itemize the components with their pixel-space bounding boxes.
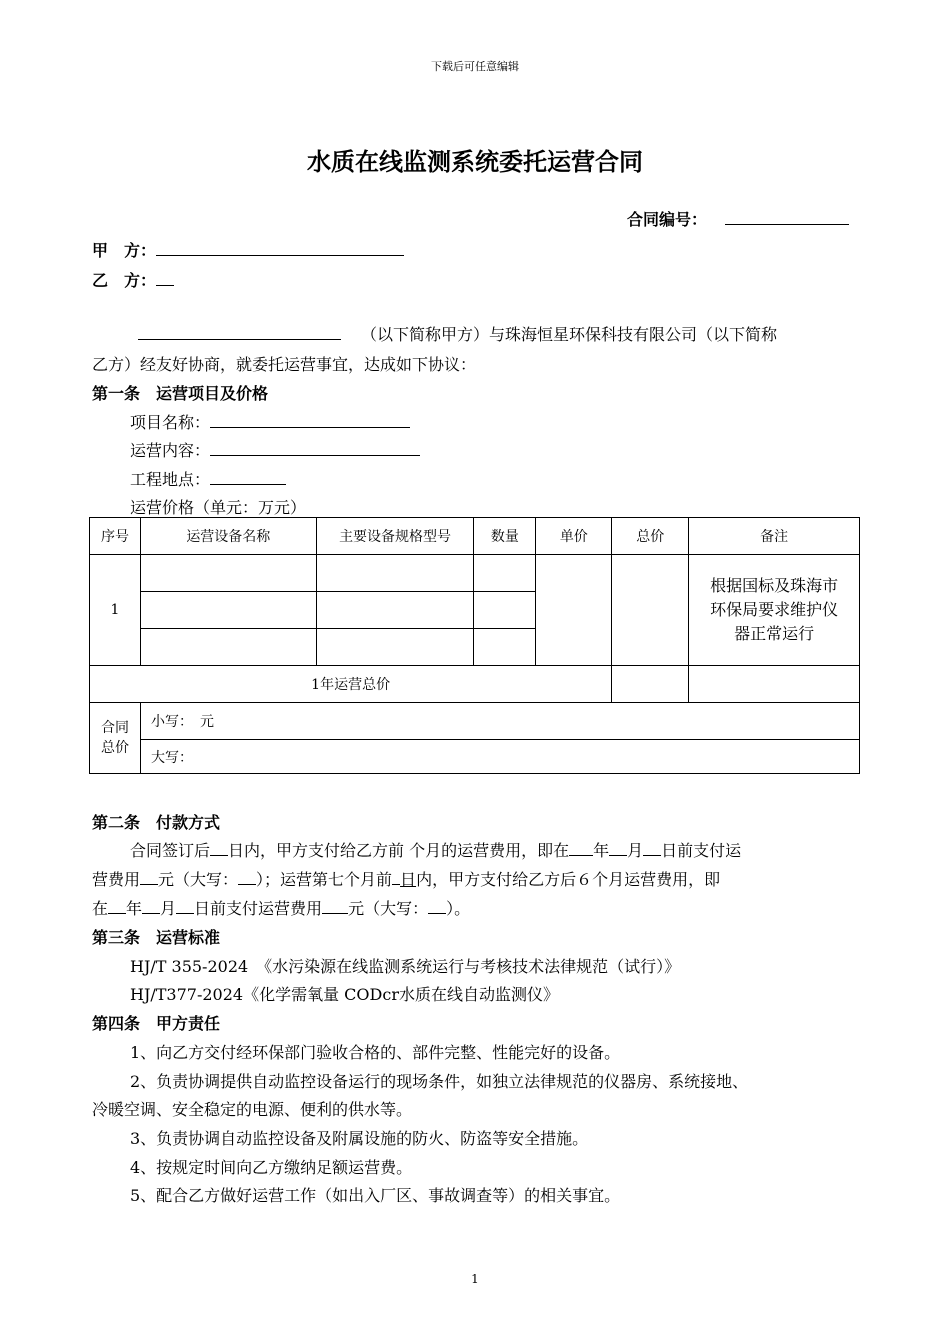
big-amount: 大写： <box>140 740 859 774</box>
blank <box>322 899 348 914</box>
unit-price-cell <box>536 555 612 666</box>
project-name-label: 项目名称： <box>130 413 211 432</box>
payment-line1 <box>130 838 741 861</box>
payment-text: 年 <box>126 899 143 918</box>
blank <box>238 870 256 885</box>
price-unit: 运营价格（单元：万元） <box>130 498 307 517</box>
col-spec: 主要设备规格型号 <box>316 518 474 555</box>
spec-cell <box>316 629 474 666</box>
blank <box>210 841 228 856</box>
project-name-blank <box>210 413 410 428</box>
party-b-blank <box>156 271 174 286</box>
col-qty: 数量 <box>474 518 536 555</box>
payment-text: 在 <box>92 899 109 918</box>
duty-item-1: 1、向乙方交付经环保部门验收合格的、部件完整、性能完好的设备。 <box>130 1043 621 1062</box>
price-table <box>89 517 860 774</box>
payment-text: ）。 <box>446 899 471 918</box>
blank <box>140 870 158 885</box>
payment-text: 年 <box>593 841 610 860</box>
blank <box>392 870 400 885</box>
remark-cell: 根据国标及珠海市环保局要求维护仪器正常运行 <box>689 555 860 666</box>
header-note: 下载后可任意编辑 <box>431 60 519 73</box>
operation-content-blank <box>210 441 420 456</box>
col-total: 总价 <box>612 518 689 555</box>
location-row <box>130 467 286 490</box>
duty-item-4: 4、按规定时间向乙方缴纳足额运营费。 <box>130 1158 413 1177</box>
intro-text: （以下简称甲方）与珠海恒星环保科技有限公司（以下简称 <box>361 325 778 344</box>
qty-cell <box>474 592 536 629</box>
table-row <box>90 555 860 592</box>
page-number: 1 <box>471 1272 479 1286</box>
duty-item-5: 5、配合乙方做好运营工作（如出入厂区、事故调查等）的相关事宜。 <box>130 1186 621 1205</box>
equipment-cell <box>140 629 316 666</box>
project-name-row <box>130 410 410 433</box>
payment-text: 合同签订后 <box>130 841 211 860</box>
col-unit-price: 单价 <box>536 518 612 555</box>
contract-total-small-row <box>90 703 860 740</box>
operation-content-label: 运营内容： <box>130 441 211 460</box>
party-a <box>92 238 404 261</box>
duty-item-2: 2、负责协调提供自动监控设备运行的现场条件，如独立法律规范的仪器房、系统接地、 <box>130 1072 749 1091</box>
intro-line2: 乙方）经友好协商，就委托运营事宜，达成如下协议： <box>92 355 477 374</box>
annual-total-value <box>612 666 689 703</box>
party-b-label: 乙 方： <box>92 271 157 290</box>
annual-total-remark <box>689 666 860 703</box>
party-a-label: 甲 方： <box>92 241 157 260</box>
intro-line1 <box>138 322 777 345</box>
table-header-row <box>90 518 860 555</box>
payment-text: 月 <box>160 899 177 918</box>
col-remark: 备注 <box>689 518 860 555</box>
qty-cell <box>474 629 536 666</box>
payment-text: 元（大写： <box>348 899 429 918</box>
location-blank <box>210 470 286 485</box>
standard-1: HJ/T 355-2024 《水污染源在线监测系统运行与考核技术法律规范（试行）》 <box>130 957 681 976</box>
equipment-cell <box>140 592 316 629</box>
payment-text: 日内，甲方支付给乙方前 个月的运营费用，即在 <box>228 841 570 860</box>
spec-cell <box>316 592 474 629</box>
col-seq: 序号 <box>90 518 141 555</box>
duty-item-2-cont: 冷暖空调、安全稳定的电源、便利的供水等。 <box>92 1100 413 1119</box>
article-4-heading: 第四条 甲方责任 <box>92 1014 221 1033</box>
payment-text: 营费用 <box>92 870 141 889</box>
payment-text: 日 <box>400 870 417 889</box>
total-cell <box>612 555 689 666</box>
contract-no-blank <box>725 210 849 225</box>
payment-text: ）；运营第七个月前 <box>256 870 393 889</box>
blank <box>142 899 160 914</box>
qty-cell <box>474 555 536 592</box>
contract-total-label: 合同总价 <box>90 703 141 774</box>
equipment-cell <box>140 555 316 592</box>
location-label: 工程地点： <box>130 470 211 489</box>
payment-text: 内，甲方支付给乙方后６个月运营费用，即 <box>416 870 721 889</box>
payment-text: 日前支付运营费用 <box>194 899 323 918</box>
spec-cell <box>316 555 474 592</box>
party-b <box>92 268 174 291</box>
payment-text: 元（大写： <box>158 870 239 889</box>
payment-line2 <box>92 867 720 890</box>
article-3-heading: 第三条 运营标准 <box>92 928 221 947</box>
operation-content-row <box>130 438 420 461</box>
party-a-blank <box>156 241 404 256</box>
payment-text: 月 <box>627 841 644 860</box>
payment-line3 <box>92 896 470 919</box>
annual-total-label: 1年运营总价 <box>90 666 612 703</box>
blank <box>609 841 627 856</box>
contract-total-big-row <box>90 740 860 774</box>
blank <box>108 899 126 914</box>
annual-total-row <box>90 666 860 703</box>
blank <box>643 841 661 856</box>
article-1-heading: 第一条 运营项目及价格 <box>92 384 269 403</box>
seq-cell: 1 <box>90 555 141 666</box>
blank <box>428 899 446 914</box>
small-amount: 小写： 元 <box>140 703 859 740</box>
duty-item-3: 3、负责协调自动监控设备及附属设施的防火、防盗等安全措施。 <box>130 1129 589 1148</box>
payment-text: 日前支付运 <box>661 841 742 860</box>
contract-number <box>627 207 849 230</box>
blank <box>176 899 194 914</box>
col-equipment: 运营设备名称 <box>140 518 316 555</box>
intro-blank <box>138 325 341 340</box>
page-title: 水质在线监测系统委托运营合同 <box>307 148 643 176</box>
standard-2: HJ/T377-2024《化学需氧量 CODcr水质在线自动监测仪》 <box>130 985 559 1004</box>
contract-no-label: 合同编号： <box>627 210 708 229</box>
article-2-heading: 第二条 付款方式 <box>92 813 221 832</box>
blank <box>569 841 593 856</box>
